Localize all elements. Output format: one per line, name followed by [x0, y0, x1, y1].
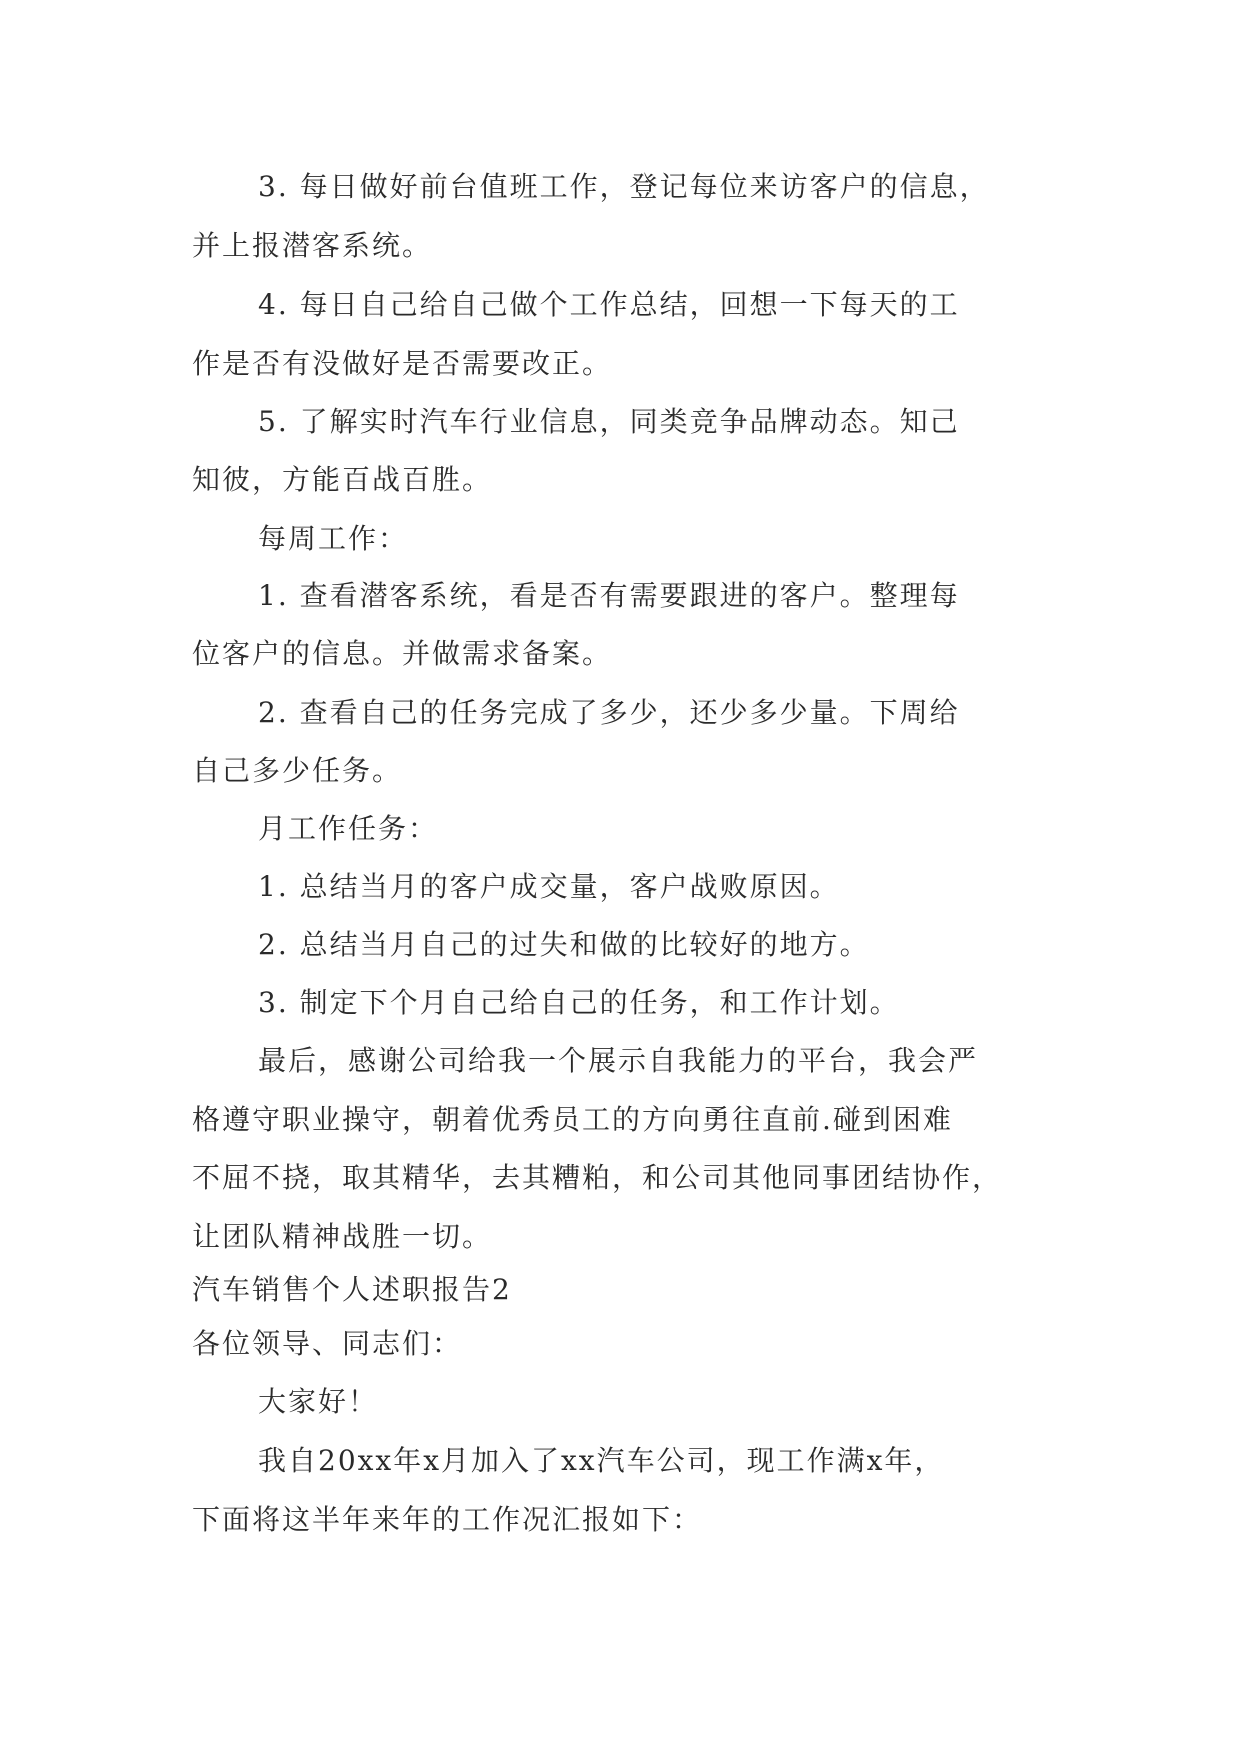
text-line: 我自20xx年x月加入了xx汽车公司，现工作满x年， [258, 1444, 945, 1477]
text-line: 并上报潜客系统。 [192, 229, 433, 262]
text-line: 位客户的信息。并做需求备案。 [192, 637, 613, 670]
greeting: 大家好！ [258, 1385, 379, 1418]
text-line: 格遵守职业操守，朝着优秀员工的方向勇往直前.碰到困难 [192, 1103, 953, 1136]
section-heading: 月工作任务： [258, 812, 439, 845]
text-line: 知彼，方能百战百胜。 [192, 463, 493, 496]
text-line: 不屈不挠，取其精华，去其糟粕，和公司其他同事团结协作， [192, 1161, 1003, 1194]
text-line: 下面将这半年来年的工作况汇报如下： [192, 1503, 703, 1536]
text-line: 2. 总结当月自己的过失和做的比较好的地方。 [258, 928, 870, 961]
text-line: 1. 总结当月的客户成交量，客户战败原因。 [258, 870, 840, 903]
text-line: 让团队精神战胜一切。 [192, 1220, 493, 1253]
text-line: 4. 每日自己给自己做个工作总结，回想一下每天的工 [258, 288, 960, 321]
salutation: 各位领导、同志们： [192, 1327, 463, 1360]
text-line: 5. 了解实时汽车行业信息，同类竞争品牌动态。知己 [258, 405, 960, 438]
report-title: 汽车销售个人述职报告2 [192, 1273, 512, 1306]
text-line: 3. 制定下个月自己给自己的任务，和工作计划。 [258, 986, 900, 1019]
text-line: 最后，感谢公司给我一个展示自我能力的平台，我会严 [258, 1044, 979, 1077]
text-line: 自己多少任务。 [192, 754, 403, 787]
text-line: 2. 查看自己的任务完成了多少，还少多少量。下周给 [258, 696, 960, 729]
section-heading: 每周工作： [258, 522, 409, 555]
text-line: 1. 查看潜客系统，看是否有需要跟进的客户。整理每 [258, 579, 960, 612]
text-line: 作是否有没做好是否需要改正。 [192, 347, 613, 380]
text-line: 3. 每日做好前台值班工作，登记每位来访客户的信息， [258, 170, 990, 203]
